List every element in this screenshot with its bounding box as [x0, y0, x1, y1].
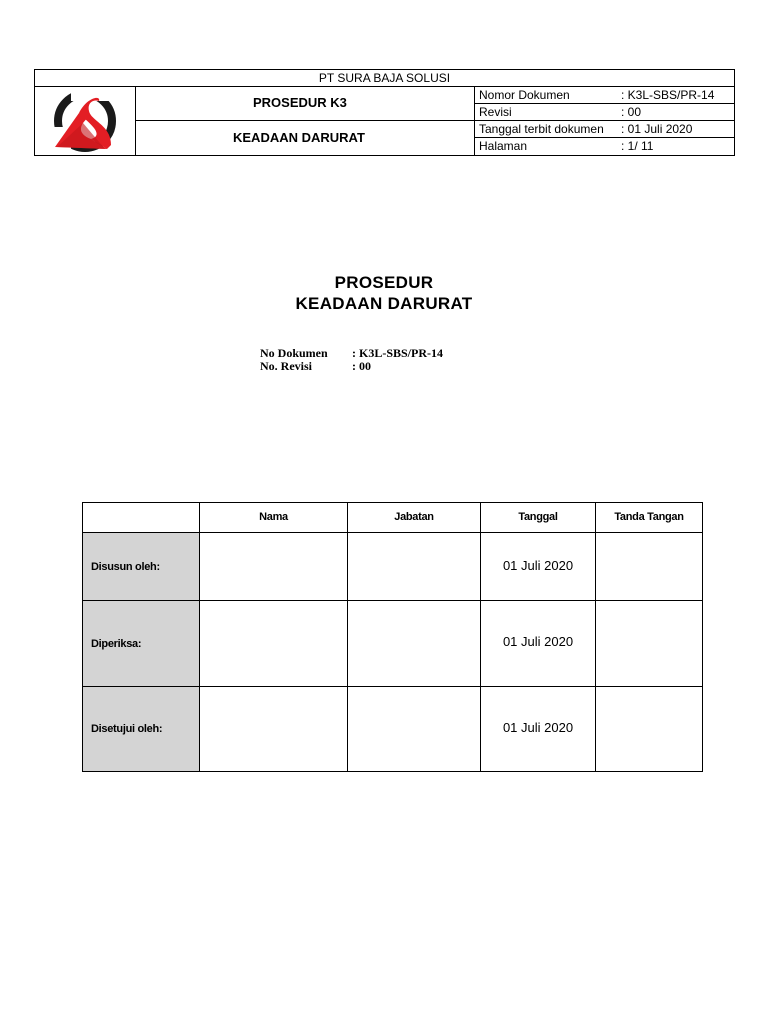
tanda-tangan-cell: [596, 601, 702, 687]
document-title-line2: KEADAAN DARURAT: [295, 294, 473, 313]
doc-info-value: : 00: [352, 359, 371, 373]
meta-row-revisi: [475, 104, 734, 121]
meta-value: : 00: [621, 105, 642, 119]
logo-cell: [35, 87, 136, 155]
document-header: [34, 69, 735, 156]
company-logo-icon: [35, 87, 136, 155]
header-cell-jabatan: Jabatan: [348, 503, 481, 533]
doc-info-value: : K3L-SBS/PR-14: [352, 346, 444, 360]
header-cell-tanda-tangan: Tanda Tangan: [596, 503, 702, 533]
jabatan-cell: [348, 533, 481, 601]
meta-label: Halaman: [479, 139, 528, 153]
doc-info-label: No. Revisi: [260, 359, 312, 373]
row-label-disetujui: Disetujui oleh:: [83, 687, 200, 771]
doc-info-label: No Dokumen: [260, 346, 328, 360]
procedure-titles: [136, 87, 475, 155]
nama-cell: [200, 533, 348, 601]
row-label-diperiksa: Diperiksa:: [83, 601, 200, 687]
tanda-tangan-cell: [596, 533, 702, 601]
procedure-subtitle: KEADAAN DARURAT: [233, 130, 365, 145]
row-label-disusun: Disusun oleh:: [83, 533, 200, 601]
meta-label: Revisi: [479, 105, 512, 119]
tanggal-cell: 01 Juli 2020: [481, 601, 596, 687]
procedure-title: PROSEDUR K3: [136, 87, 474, 121]
header-cell-tanggal: Tanggal: [481, 503, 596, 533]
meta-row-tanggal: [475, 121, 734, 138]
tanggal-cell: 01 Juli 2020: [481, 687, 596, 771]
meta-value: : K3L-SBS/PR-14: [621, 88, 715, 102]
jabatan-cell: [348, 687, 481, 771]
nama-cell: [200, 687, 348, 771]
meta-label: Nomor Dokumen: [479, 88, 570, 102]
approval-table: [82, 502, 703, 772]
document-title-line1: PROSEDUR: [334, 273, 434, 292]
meta-label: Tanggal terbit dokumen: [479, 122, 604, 136]
meta-row-nomor: [475, 87, 734, 104]
nama-cell: [200, 601, 348, 687]
company-name: PT SURA BAJA SOLUSI: [35, 70, 734, 87]
jabatan-cell: [348, 601, 481, 687]
tanggal-cell: 01 Juli 2020: [481, 533, 596, 601]
meta-value: : 1/ 11: [621, 139, 654, 153]
tanda-tangan-cell: [596, 687, 702, 771]
header-cell-nama: Nama: [200, 503, 348, 533]
document-meta: [475, 87, 734, 155]
header-cell-empty: [83, 503, 200, 533]
meta-value: : 01 Juli 2020: [621, 122, 693, 136]
meta-row-halaman: [475, 138, 734, 155]
